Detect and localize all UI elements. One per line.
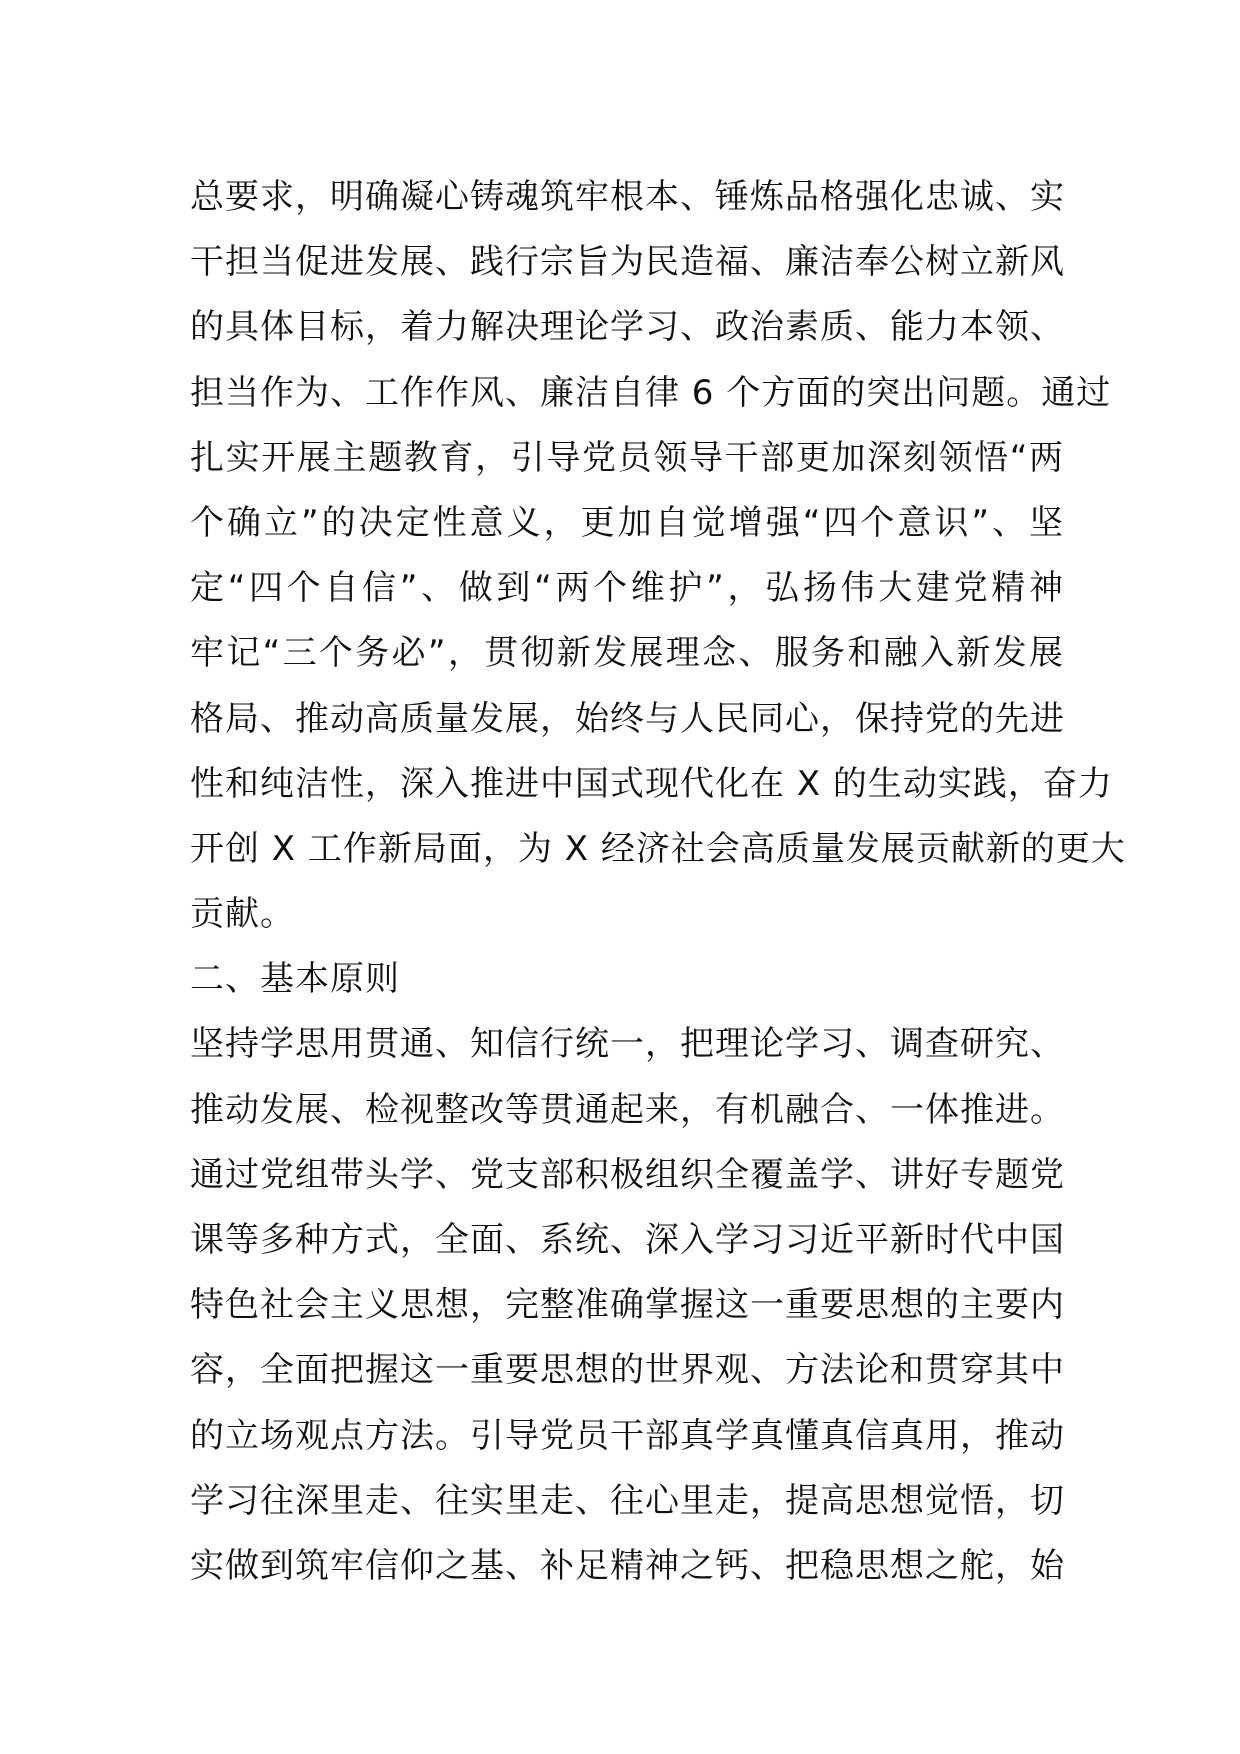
section-heading: 二、基本原则 [190, 959, 400, 1000]
text-line: 的具体目标，着力解决理论学习、政治素质、能力本领、 [190, 307, 1065, 348]
text-line: 格局、推动高质量发展，始终与人民同心，保持党的先进 [190, 698, 1065, 739]
text-line: 性和纯洁性，深入推进中国式现代化在 X 的生动实践，奋力 [190, 763, 1113, 804]
text-line: 学习往深里走、往实里走、往心里走，提高思想觉悟，切 [190, 1480, 1065, 1521]
text-line: 实做到筑牢信仰之基、补足精神之钙、把稳思想之舵，始 [190, 1545, 1065, 1586]
text-line: 定“四个自信”、做到“两个维护”，弘扬伟大建党精神 [190, 568, 1064, 609]
document-body [190, 165, 1126, 1599]
text-line: 干担当促进发展、践行宗旨为民造福、廉洁奉公树立新风 [190, 242, 1065, 283]
text-line: 坚持学思用贯通、知信行统一，把理论学习、调查研究、 [190, 1024, 1065, 1065]
text-line: 总要求，明确凝心铸魂筑牢根本、锤炼品格强化忠诚、实 [190, 177, 1065, 217]
text-line: 个确立”的决定性意义，更加自觉增强“四个意识”、坚 [190, 502, 1064, 543]
text-line: 课等多种方式，全面、系统、深入学习习近平新时代中国 [190, 1220, 1065, 1260]
text-line: 特色社会主义思想，完整准确掌握这一重要思想的主要内 [190, 1285, 1065, 1326]
text-line: 担当作为、工作作风、廉洁自律 6 个方面的突出问题。通过 [190, 372, 1112, 413]
text-line: 扎实开展主题教育，引导党员领导干部更加深刻领悟“两 [190, 437, 1064, 478]
paragraph-goals [190, 165, 1126, 947]
text-line: 容，全面把握这一重要思想的世界观、方法论和贯穿其中 [190, 1350, 1065, 1391]
text-line: 的立场观点方法。引导党员干部真学真懂真信真用，推动 [190, 1415, 1065, 1456]
text-line: 通过党组带头学、党支部积极组织全覆盖学、讲好专题党 [190, 1154, 1065, 1195]
text-line: 推动发展、检视整改等贯通起来，有机融合、一体推进。 [190, 1089, 1065, 1130]
text-line: 牢记“三个务必”，贯彻新发展理念、服务和融入新发展 [190, 633, 1064, 674]
text-line: 开创 X 工作新局面，为 X 经济社会高质量发展贡献新的更大 [190, 828, 1126, 869]
text-line: 贡献。 [190, 894, 295, 935]
paragraph-principles [190, 1012, 1064, 1599]
